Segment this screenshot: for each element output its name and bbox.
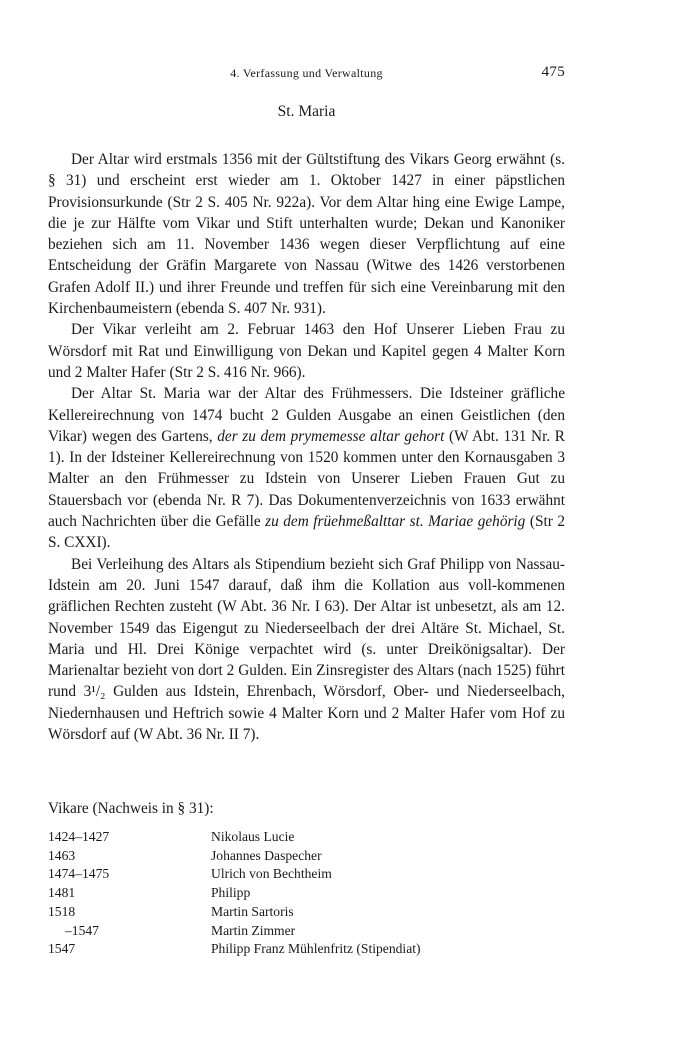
text-segment: Der Altar St. Maria war der Altar des Frühmessers. Die Idsteiner gräfliche Kellereirechnung von 1474 bucht 2 Gulden Ausgabe an einen Geistlichen (den Vikar) wegen des Gartens, — [48, 385, 565, 445]
text-segment: (Str 2 S. CXXI). — [48, 513, 565, 552]
vikar-entry — [48, 922, 565, 941]
body-text — [48, 149, 565, 745]
vikar-name: Philipp — [211, 885, 251, 901]
text-segment: Der Altar wird erstmals 1356 mit der Gültstiftung des Vikars Georg erwähnt (s. § 31) und erscheint erst wieder am 1. Oktober 1427 in einer päpstlichen Provisionsurkunde (Str 2 S. 405 Nr. 922a). Vor dem Altar hing eine Ewige Lampe, die je zur Hälfte vom Vikar und Stift unterhalten wurde; Dekan und Kanoniker beziehen sich am 11. November 1436 wegen dieser Verpflichtung auf eine Entscheidung der Gräfin Margarete von Nassau (Witwe des 1426 verstorbenen Grafen Adolf II.) und ihrer Freunde und treffen für sich eine Vereinbarung mit den Kirchenbaumeistern (ebenda S. 407 Nr. 931). — [48, 151, 565, 318]
paragraph — [48, 319, 565, 383]
vikar-years: 1481 — [48, 885, 76, 901]
vikare-list — [48, 828, 565, 959]
vikar-name: Johannes Daspecher — [211, 847, 322, 863]
text-segment: (W Abt. 131 Nr. R 1). In der Idsteiner Kellereirechnung von 1520 kommen unter den Kornausgaben 3 Malter an den Frühmesser zu Idstein von Unserer Lieben Frauen Gut zu Stauersbach vor (ebenda Nr. R 7). Das Dokumentenverzeichnis von 1633 erwähnt auch Nachrichten über die Gefälle — [48, 427, 566, 531]
vikar-name: Nikolaus Lucie — [211, 829, 295, 844]
vikar-entry — [48, 884, 565, 903]
vikar-entry — [48, 940, 565, 959]
italic-quotation: zu dem früehmeßalttar st. Mariae gehörig — [265, 513, 526, 531]
text-segment: Bei Verleihung des Altars als Stipendium bezieht sich Graf Philipp von Nassau-Idstein am 20. Juni 1547 darauf, daß ihm die Kollation aus voll-kommenen gräflichen Rechten zusteht (W Abt. 36 Nr. I 63). Der Altar ist unbesetzt, als am 12. November 1549 das Eigengut zu Niederseelbach der drei Altäre St. Michael, St. Maria und Hl. Drei Könige verpachtet wird (s. unter Dreikönigsaltar). Der Marienaltar bezieht von dort 2 Gulden. Ein Zinsregister des Altars (nach 1525) führt rund 3¹/₂ Gulden aus Idstein, Ehrenbach, Wörsdorf, Ober- und Niederseelbach, Niedernhausen und Heftrich sowie 4 Malter Korn und 2 Malter Hafer vom Hof zu Wörsdorf auf (W Abt. 36 Nr. II 7). — [48, 555, 565, 744]
paragraph — [48, 554, 565, 746]
paragraph — [48, 149, 565, 319]
vikar-name: Philipp Franz Mühlenfritz (Stipendiat) — [211, 941, 421, 957]
vikar-years: 1474–1475 — [48, 866, 110, 882]
page-number: 475 — [541, 64, 565, 80]
vikar-years: 1463 — [48, 847, 76, 863]
section-title: St. Maria — [277, 103, 336, 120]
text-segment: Der Vikar verleiht am 2. Februar 1463 den Hof Unserer Lieben Frau zu Wörsdorf mit Rat und Einwilligung von Dekan und Kapitel gegen 4 Malter Korn und 2 Malter Hafer (Str 2 S. 416 Nr. 966). — [48, 321, 565, 381]
vikar-years: 1547 — [48, 941, 76, 957]
vikar-name: Martin Sartoris — [211, 903, 294, 919]
vikar-years: 1424–1427 — [48, 829, 110, 844]
vikar-entry — [48, 847, 565, 866]
italic-quotation: der zu dem prymemesse altar gehort — [217, 427, 445, 445]
paragraph — [48, 383, 565, 553]
vikar-years: 1518 — [48, 903, 76, 919]
vikar-entry — [48, 865, 565, 884]
vikar-name: Ulrich von Bechtheim — [211, 866, 332, 882]
vikar-name: Martin Zimmer — [211, 922, 296, 938]
vikar-entry — [48, 828, 565, 847]
vikar-years: –1547 — [48, 922, 99, 938]
vikar-entry — [48, 903, 565, 922]
running-title: 4. Verfassung und Verwaltung — [230, 66, 383, 80]
vikare-heading: Vikare (Nachweis in § 31): — [48, 800, 214, 817]
